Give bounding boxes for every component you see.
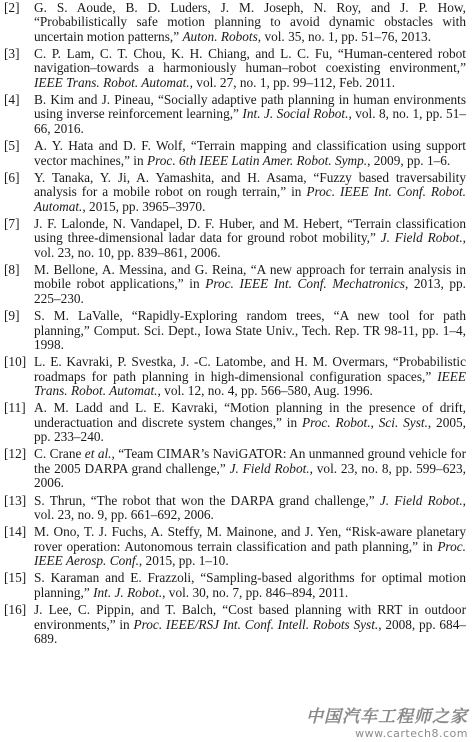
reference-segment: C. Crane [34,446,85,462]
reference-venue: Proc. IEEE Int. Conf. Robot. Automat. [34,184,466,214]
reference-text [34,217,466,260]
reference-segment: , “Team CIMAR’s NaviGATOR: An unmanned ground vehicle for the 2005 DARPA grand challenge,” [34,446,466,476]
reference-text [34,1,466,44]
reference-segment: , vol. 12, no. 4, pp. 566–580, Aug. 1996. [157,382,373,398]
watermark-url: www.cartech8.com [355,727,468,740]
reference-text [34,93,466,136]
reference-venue: Proc. IEEE Aerosp. Conf. [34,538,466,568]
reference-venue: J. Field Robot. [379,492,463,508]
reference-item [4,309,466,352]
reference-number: [8] [4,262,20,278]
reference-text [34,263,466,306]
reference-segment: , vol. 8, no. 1, pp. 51–66, 2016. [34,106,466,136]
reference-segment: , vol. 23, no. 10, pp. 839–861, 2006. [34,230,466,260]
reference-text [34,571,466,600]
watermark [306,702,468,740]
reference-number: [12] [4,446,27,462]
reference-text [34,47,466,90]
reference-list [4,1,466,646]
reference-segment: , vol. 30, no. 7, pp. 846–894, 2011. [162,584,349,600]
reference-item [4,171,466,214]
reference-number: [9] [4,308,20,324]
reference-item [4,263,466,306]
reference-segment: , 2015, pp. 1–10. [138,552,229,568]
reference-item [4,217,466,260]
reference-segment: A. Y. Hata and D. F. Wolf, “Terrain mapping and classification using support vector machines,” in [34,138,466,168]
reference-item [4,355,466,398]
reference-text [34,525,466,568]
reference-item [4,47,466,90]
reference-segment: S. Thrun, “The robot that won the DARPA grand challenge,” [34,492,380,508]
reference-text [34,401,466,444]
reference-segment: Y. Tanaka, Y. Ji, A. Yamashita, and H. Asama, “Fuzzy based traversability analysis for a mobile robot on rough terrain,” in [34,170,466,200]
reference-segment: L. E. Kavraki, P. Svestka, J. -C. Latombe, and H. M. Overmars, “Probabilistic roadmaps for path planning in high-dimensional configuration spaces,” [34,354,466,384]
reference-number: [13] [4,492,27,508]
reference-segment: , 2005, pp. 233–240. [34,414,466,444]
reference-item [4,525,466,568]
reference-number: [15] [4,570,27,586]
reference-number: [7] [4,216,20,232]
watermark-title: 中国汽车工程师之家 [306,707,468,727]
reference-text [34,447,466,490]
reference-segment: G. S. Aoude, B. D. Luders, J. M. Joseph, N. Roy, and J. P. How, “Probabilistically safe motion planning to avoid dynamic obstacles with uncertain motion patterns,” [34,0,466,44]
reference-segment: J. F. Lalonde, N. Vandapel, D. F. Huber, and M. Hebert, “Terrain classification using three-dimensional ladar data for ground robot mobility,” [34,216,466,246]
reference-text [34,171,466,214]
reference-segment: A. M. Ladd and L. E. Kavraki, “Motion planning in the presence of drift, underactuation and discrete system changes,” in [34,400,466,430]
reference-text [34,139,466,168]
reference-venue: Proc. IEEE Int. Conf. Mechatronics [205,276,405,292]
reference-item [4,571,466,600]
reference-number: [10] [4,354,27,370]
reference-text [34,355,466,398]
reference-segment: , 2008, pp. 684–689. [34,616,466,646]
reference-text [34,603,466,646]
reference-number: [2] [4,0,20,15]
reference-segment: B. Kim and J. Pineau, “Socially adaptive path planning in human environments using inverse reinforcement learning,” [34,92,466,122]
reference-text [34,494,466,523]
reference-number: [14] [4,524,27,540]
reference-segment: , 2013, pp. 225–230. [34,276,467,306]
reference-segment: , 2009, pp. 1–6. [367,152,451,168]
reference-segment: , vol. 27, no. 1, pp. 99–112, Feb. 2011. [189,74,396,90]
reference-item [4,447,466,490]
reference-segment: M. Bellone, A. Messina, and G. Reina, “A new approach for terrain analysis in mobile robot applications,” in [34,262,466,292]
reference-item [4,93,466,136]
reference-segment: , vol. 23, no. 9, pp. 661–692, 2006. [34,492,466,522]
reference-venue: IEEE Trans. Robot. Automat. [34,368,466,398]
reference-segment: C. P. Lam, C. T. Chou, K. H. Chiang, and L. C. Fu, “Human-centered robot navigation–towards a harmoniously human–robot coexisting environment,” [34,46,466,76]
reference-item [4,603,466,646]
reference-segment: , 2015, pp. 3965–3970. [82,198,206,214]
reference-venue: Proc. 6th IEEE Latin Amer. Robot. Symp. [146,152,368,168]
reference-number: [4] [4,92,20,108]
reference-venue: J. Field Robot. [229,460,310,476]
reference-venue: Proc. Robot., Sci. Syst. [301,414,428,430]
reference-number: [5] [4,138,20,154]
reference-segment: M. Ono, T. J. Fuchs, A. Steffy, M. Mainone, and J. Yen, “Risk-aware planetary rover operation: Autonomous terrain classification and path planning,” in [34,524,466,554]
reference-venue: J. Field Robot. [380,230,463,246]
reference-number: [16] [4,602,27,618]
reference-segment: , vol. 23, no. 8, pp. 599–623, 2006. [34,460,466,491]
reference-venue: Int. J. Social Robot. [242,106,349,122]
reference-item [4,494,466,523]
reference-venue: et al. [84,446,112,462]
reference-segment: S. Karaman and E. Frazzoli, “Sampling-based algorithms for optimal motion planning,” [34,570,466,600]
reference-venue: Proc. IEEE/RSJ Int. Conf. Intell. Robots Syst. [133,616,379,632]
reference-segment: , vol. 35, no. 1, pp. 51–76, 2013. [257,28,432,44]
reference-text [34,309,466,352]
reference-item [4,139,466,168]
reference-segment: J. Lee, C. Pippin, and T. Balch, “Cost based planning with RRT in outdoor environments,” in [34,602,466,632]
reference-number: [11] [4,400,26,416]
reference-venue: Auton. Robots [182,28,258,44]
reference-venue: IEEE Trans. Robot. Automat. [34,74,190,90]
reference-number: [3] [4,46,20,62]
reference-number: [6] [4,170,20,186]
reference-venue: Int. J. Robot. [93,584,163,600]
reference-item [4,1,466,44]
reference-segment: S. M. LaValle, “Rapidly-Exploring random trees, “A new tool for path planning,” Comput. Sci. Dept., Iowa State Univ., Tech. Rep. TR 98-11, pp. 1–4, 1998. [34,308,466,352]
reference-item [4,401,466,444]
